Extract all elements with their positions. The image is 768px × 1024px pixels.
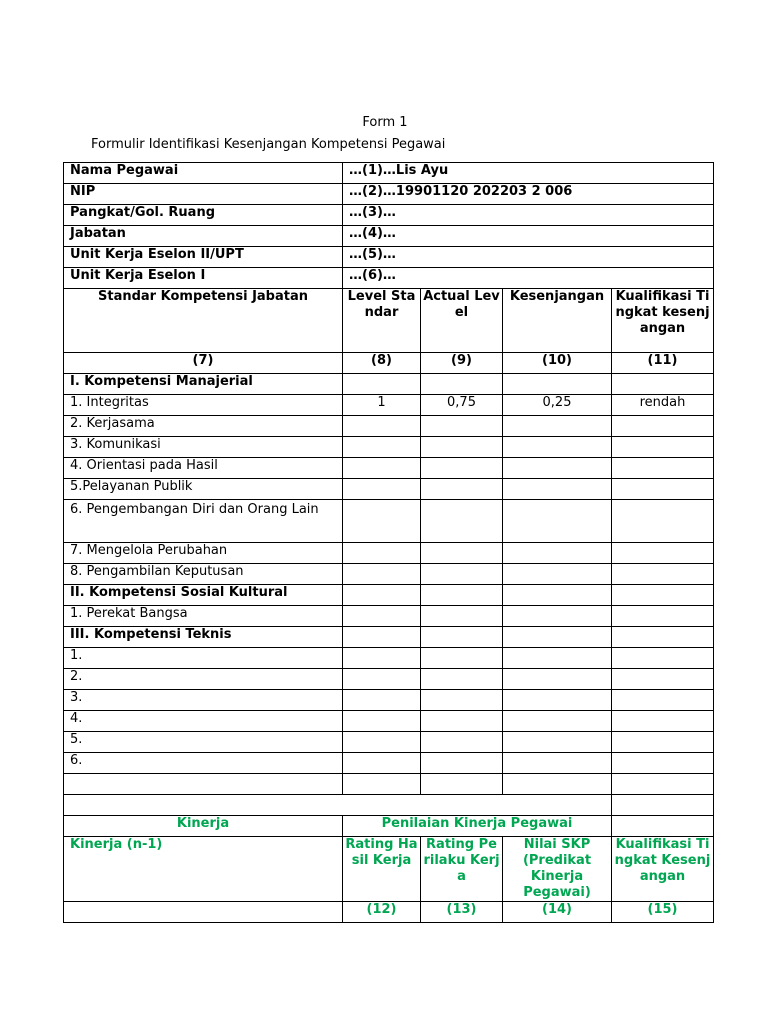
competency-row [64, 753, 714, 774]
empty-row [64, 774, 714, 795]
competency-row [64, 669, 714, 690]
actual-level-value: 0,75 [421, 395, 503, 416]
rating-perilaku-kerja-header: Rating Perilaku Kerja [421, 837, 503, 902]
kinerja-title: Kinerja [64, 816, 343, 837]
identity-row [64, 205, 714, 226]
competency-row [64, 648, 714, 669]
identity-value: …(2)…19901120 202203 2 006 [343, 184, 714, 205]
spacer-row [64, 795, 714, 816]
competency-row [64, 711, 714, 732]
kualifikasi-value: rendah [612, 395, 714, 416]
competency-name: 2. Kerjasama [64, 416, 343, 437]
competency-name: 4. Orientasi pada Hasil [64, 458, 343, 479]
column-number: (11) [612, 353, 714, 374]
identity-label: NIP [64, 184, 343, 205]
column-number: (14) [503, 902, 612, 923]
nilai-skp-header: Nilai SKP (Predikat Kinerja Pegawai) [503, 837, 612, 902]
identity-row [64, 163, 714, 184]
competency-header-row [64, 289, 714, 353]
identity-row [64, 184, 714, 205]
competency-row [64, 690, 714, 711]
identity-value: …(5)… [343, 247, 714, 268]
identity-label: Unit Kerja Eselon II/UPT [64, 247, 343, 268]
section-title-sosial: II. Kompetensi Sosial Kultural [64, 585, 343, 606]
competency-row [64, 543, 714, 564]
identity-label: Jabatan [64, 226, 343, 247]
rating-hasil-kerja-header: Rating Hasil Kerja [343, 837, 421, 902]
kinerja-prev-label: Kinerja (n-1) [64, 837, 343, 902]
competency-row [64, 395, 714, 416]
column-number: (13) [421, 902, 503, 923]
competency-name: 6. Pengembangan Diri dan Orang Lain [64, 500, 343, 543]
kinerja-header-row [64, 837, 714, 902]
competency-name: 2. [64, 669, 343, 690]
competency-name: 1. Integritas [64, 395, 343, 416]
header-kesenjangan: Kesenjangan [503, 289, 612, 353]
identity-label: Unit Kerja Eselon I [64, 268, 343, 289]
identity-row [64, 226, 714, 247]
section-row [64, 627, 714, 648]
form-number: Form 1 [362, 115, 408, 130]
competency-name: 7. Mengelola Perubahan [64, 543, 343, 564]
identity-value: …(6)… [343, 268, 714, 289]
competency-name: 6. [64, 753, 343, 774]
section-title-teknis: III. Kompetensi Teknis [64, 627, 343, 648]
kesenjangan-value: 0,25 [503, 395, 612, 416]
competency-name: 5.Pelayanan Publik [64, 479, 343, 500]
section-row [64, 374, 714, 395]
competency-name: 3. Komunikasi [64, 437, 343, 458]
identity-label: Nama Pegawai [64, 163, 343, 184]
header-level-standar: Level Standar [343, 289, 421, 353]
column-number: (12) [343, 902, 421, 923]
identity-value: …(3)… [343, 205, 714, 226]
kinerja-number-row [64, 902, 714, 923]
competency-name: 1. [64, 648, 343, 669]
competency-row [64, 458, 714, 479]
competency-name: 8. Pengambilan Keputusan [64, 564, 343, 585]
competency-row [64, 500, 714, 543]
competency-row [64, 479, 714, 500]
column-number-row [64, 353, 714, 374]
identity-value: …(4)… [343, 226, 714, 247]
competency-name: 1. Perekat Bangsa [64, 606, 343, 627]
competency-row [64, 564, 714, 585]
kualifikasi-kesenjangan-header: Kualifikasi Tingkat Kesenjangan [612, 837, 714, 902]
form-title: Formulir Identifikasi Kesenjangan Kompetensi Pegawai [91, 137, 446, 152]
column-number: (10) [503, 353, 612, 374]
column-number: (8) [343, 353, 421, 374]
level-standar-value: 1 [343, 395, 421, 416]
column-number: (9) [421, 353, 503, 374]
competency-row [64, 606, 714, 627]
competency-name: 4. [64, 711, 343, 732]
competency-name: 3. [64, 690, 343, 711]
column-number: (15) [612, 902, 714, 923]
competency-row [64, 732, 714, 753]
identity-row [64, 268, 714, 289]
kinerja-title-row [64, 816, 714, 837]
section-row [64, 585, 714, 606]
competency-name: 5. [64, 732, 343, 753]
header-kualifikasi: Kualifikasi Tingkat kesenjangan [612, 289, 714, 353]
header-actual-level: Actual Level [421, 289, 503, 353]
identity-label: Pangkat/Gol. Ruang [64, 205, 343, 226]
column-number: (7) [64, 353, 343, 374]
competency-row [64, 416, 714, 437]
competency-gap-form [63, 162, 714, 923]
identity-row [64, 247, 714, 268]
penilaian-kinerja-title: Penilaian Kinerja Pegawai [343, 816, 612, 837]
competency-row [64, 437, 714, 458]
section-title-manajerial: I. Kompetensi Manajerial [64, 374, 343, 395]
header-standard: Standar Kompetensi Jabatan [64, 289, 343, 353]
identity-value: …(1)…Lis Ayu [343, 163, 714, 184]
